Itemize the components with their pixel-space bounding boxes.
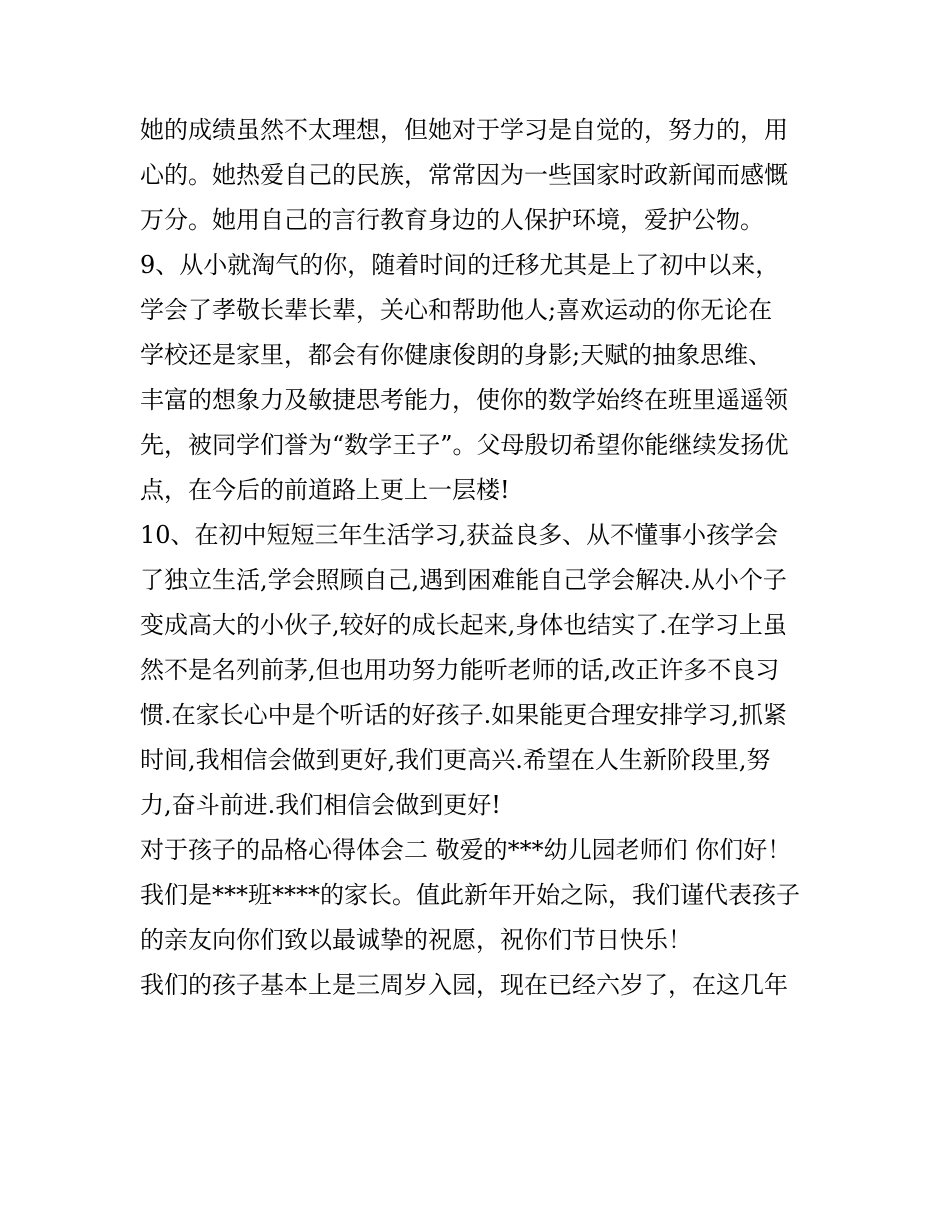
text-line: 先，被同学们誉为“数学王子”。父母殷切希望你能继续发扬优	[140, 431, 789, 459]
text-line: 了独立生活,学会照顾自己,遇到困难能自己学会解决.从小个子	[140, 566, 787, 594]
text-line: 力,奋斗前进.我们相信会做到更好!	[140, 791, 501, 819]
text-line: 点，在今后的前道路上更上一层楼!	[140, 476, 510, 504]
text-line: 万分。她用自己的言行教育身边的人保护环境，爱护公物。	[140, 206, 764, 234]
text-line: 学校还是家里，都会有你健康俊朗的身影;天赋的抽象思维、	[140, 341, 773, 369]
text-line: 她的成绩虽然不太理想，但她对于学习是自觉的，努力的，用	[140, 116, 788, 144]
text-line: 时间,我相信会做到更好,我们更高兴.希望在人生新阶段里,努	[140, 746, 771, 774]
text-line: 我们是***班****的家长。值此新年开始之际，我们谨代表孩子	[140, 881, 800, 909]
text-line: 10、在初中短短三年生活学习,获益良多、从不懂事小孩学会	[140, 521, 779, 549]
text-line: 然不是名列前茅,但也用功努力能听老师的话,改正许多不良习	[140, 656, 780, 684]
text-line: 惯.在家长心中是个听话的好孩子.如果能更合理安排学习,抓紧	[140, 701, 787, 729]
text-line: 9、从小就淘气的你，随着时间的迁移尤其是上了初中以来，	[140, 251, 780, 279]
text-line: 学会了孝敬长辈长辈，关心和帮助他人;喜欢运动的你无论在	[140, 296, 773, 324]
text-line: 的亲友向你们致以最诚挚的祝愿，祝你们节日快乐！	[140, 926, 692, 954]
text-line: 变成高大的小伙子,较好的成长起来,身体也结实了.在学习上虽	[140, 611, 787, 639]
text-line: 对于孩子的品格心得体会二 敬爱的***幼儿园老师们 你们好！	[140, 836, 792, 864]
document-body	[140, 108, 820, 1008]
text-line: 心的。她热爱自己的民族，常常因为一些国家时政新闻而感慨	[140, 161, 788, 189]
text-line: 丰富的想象力及敏捷思考能力，使你的数学始终在班里遥遥领	[140, 386, 788, 414]
text-line: 我们的孩子基本上是三周岁入园，现在已经六岁了，在这几年	[140, 971, 788, 999]
